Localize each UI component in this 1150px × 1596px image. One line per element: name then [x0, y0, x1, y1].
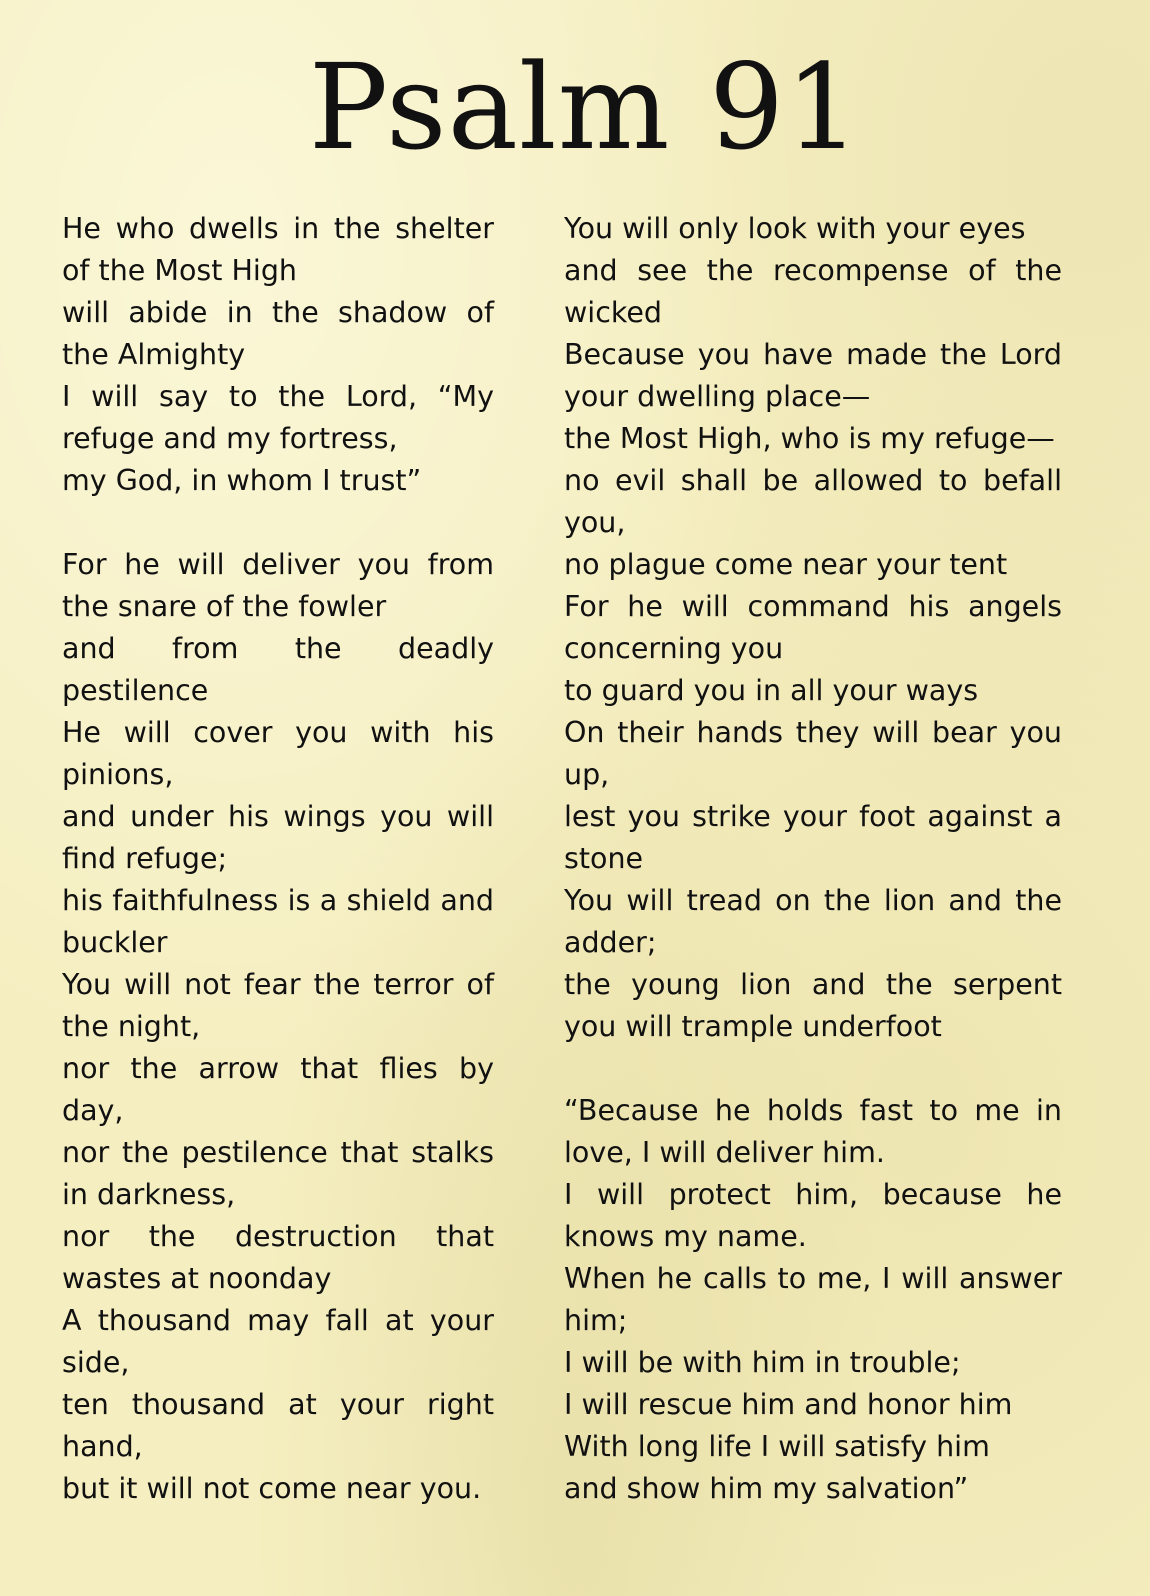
stanza-break	[62, 502, 494, 544]
verse-line: You will only look with your eyes	[564, 212, 1026, 245]
verse-line: I will say to the Lord, “My refuge and my fortress,	[62, 380, 494, 455]
verse-line: A thousand may fall at your side,	[62, 1304, 494, 1379]
verse-line: and show him my salvation”	[564, 1472, 969, 1505]
verse-line: the Most High, who is my refuge—	[564, 422, 1055, 455]
verse-line: and see the recompense of the wicked	[564, 254, 1062, 329]
verse-line: When he calls to me, I will answer him;	[564, 1262, 1062, 1337]
verse-line: no plague come near your tent	[564, 548, 1008, 581]
verse-line: nor the arrow that flies by day,	[62, 1052, 494, 1127]
verse-line: I will be with him in trouble;	[564, 1346, 961, 1379]
verse-line: On their hands they will bear you up,	[564, 716, 1062, 791]
verse-line: I will protect him, because he knows my name.	[564, 1178, 1062, 1253]
verse-line: will abide in the shadow of the Almighty	[62, 296, 494, 371]
left-column	[62, 208, 494, 1510]
verse-line: my God, in whom I trust”	[62, 464, 422, 497]
stanza-break	[564, 1048, 1062, 1090]
verse-line: nor the destruction that wastes at noonday	[62, 1220, 494, 1295]
verse-line: “Because he holds fast to me in love, I will deliver him.	[564, 1094, 1062, 1169]
verse-line: With long life I will satisfy him	[564, 1430, 990, 1463]
verse-line: He who dwells in the shelter of the Most High	[62, 212, 494, 287]
verse-line: the young lion and the serpent you will trample underfoot	[564, 968, 1062, 1043]
verse-line: You will not fear the terror of the night,	[62, 968, 494, 1043]
verse-line: no evil shall be allowed to befall you,	[564, 464, 1062, 539]
page-title: Psalm 91	[308, 38, 862, 176]
verse-line: I will rescue him and honor him	[564, 1388, 1013, 1421]
verse-line: For he will command his angels concerning you	[564, 590, 1062, 665]
verse-line: Because you have made the Lord your dwelling place—	[564, 338, 1062, 413]
verse-line: but it will not come near you.	[62, 1472, 482, 1505]
verse-line: his faithfulness is a shield and buckler	[62, 884, 494, 959]
verse-line: For he will deliver you from the snare of the fowler	[62, 548, 494, 623]
verse-line: to guard you in all your ways	[564, 674, 979, 707]
right-column	[564, 208, 1062, 1510]
verse-line: He will cover you with his pinions,	[62, 716, 494, 791]
verse-line: lest you strike your foot against a stone	[564, 800, 1062, 875]
verse-line: and from the deadly pestilence	[62, 632, 494, 707]
verse-line: nor the pestilence that stalks in darkness,	[62, 1136, 494, 1211]
verse-line: ten thousand at your right hand,	[62, 1388, 494, 1463]
verse-line: and under his wings you will find refuge;	[62, 800, 494, 875]
verse-line: You will tread on the lion and the adder;	[564, 884, 1062, 959]
